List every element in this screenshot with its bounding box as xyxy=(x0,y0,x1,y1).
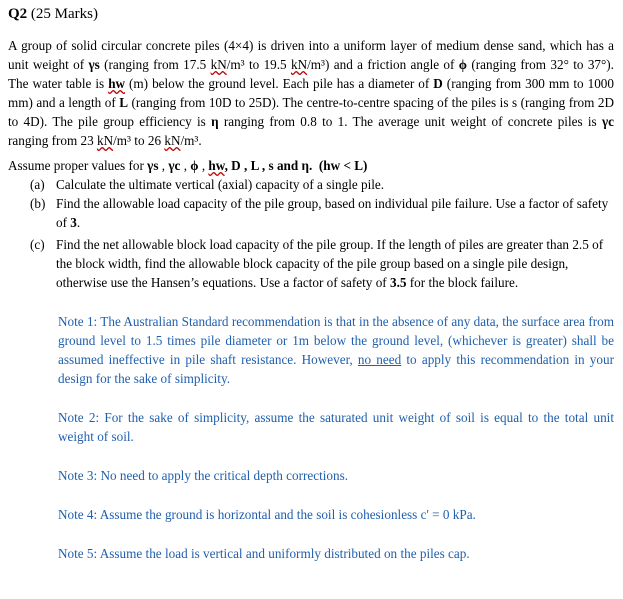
assume-condition: (hw < L) xyxy=(318,158,368,173)
question-number: Q2 xyxy=(8,6,28,22)
unit-kn: kN xyxy=(164,133,181,148)
assume-variables: , D , L , s and η. xyxy=(224,158,313,173)
note-text: Note 1: The Australian Standard recommendation is that in the absence of any data, the surface area from ground level to 1.5 times pile diameter or 1m below the ground level, (whichever is greater) shall be assumed ineffective in pile shaft resistance. However, xyxy=(58,314,614,367)
separator: , xyxy=(198,158,209,173)
task-label: (b) xyxy=(30,196,46,211)
d-symbol: D xyxy=(433,76,443,91)
note-2: Note 2: For the sake of simplicity, assume the saturated unit weight of soil is equal to the total unit weight of soil. xyxy=(58,410,614,444)
eta-symbol: η xyxy=(211,114,219,129)
unit-kn: kN xyxy=(97,133,114,148)
intro-text: (ranging from 17.5 xyxy=(99,57,211,72)
note-4: Note 4: Assume the ground is horizontal and the soil is cohesionless c' = 0 kPa. xyxy=(58,507,476,522)
assume-text: Assume proper values for xyxy=(8,158,148,173)
note-5: Note 5: Assume the load is vertical and uniformly distributed on the piles cap. xyxy=(58,546,470,561)
task-text: for the block failure. xyxy=(406,275,519,290)
intro-text: (ranging from 300 mm to 1000 mm) and a length of xyxy=(8,76,614,110)
task-label: (c) xyxy=(30,237,45,252)
intro-text: /m³. xyxy=(180,133,202,148)
intro-text: A group of solid circular concrete piles (4×4) is driven into a uniform layer of medium dense sand, which has a unit weight of xyxy=(8,38,614,72)
task-text: . xyxy=(76,215,81,230)
separator: , xyxy=(180,158,191,173)
intro-text: ranging from 0.8 to 1. The average unit weight of concrete piles is xyxy=(218,114,602,129)
intro-text: (ranging from 10D to 25D). The centre-to-centre spacing of the piles is s (ranging from 2D to 4D). The pile group efficiency is xyxy=(8,95,615,129)
separator: , xyxy=(158,158,169,173)
task-item-c xyxy=(30,235,614,292)
note-3: Note 3: No need to apply the critical depth corrections. xyxy=(58,468,349,483)
l-symbol: L xyxy=(119,95,129,110)
task-item-a xyxy=(30,175,614,194)
unit-kn: kN xyxy=(291,57,308,72)
task-text: Find the net allowable block load capacity of the pile group. If the length of piles are greater than 2.5 of the block width, find the allowable block capacity of the pile group based on a single pile design, otherwise use the Hansen’s equations. Use a factor of safety of xyxy=(56,237,604,290)
question-title xyxy=(8,4,614,24)
intro-text: (m) below the ground level. Each pile has a diameter of xyxy=(125,76,434,91)
gamma-c-symbol: γc xyxy=(168,158,181,173)
gamma-c-symbol: γc xyxy=(601,114,614,129)
factor-of-safety: 3 xyxy=(70,215,77,230)
intro-text: /m³) and a friction angle of xyxy=(307,57,459,72)
hw-symbol: hw xyxy=(208,158,225,173)
problem-statement xyxy=(8,36,614,150)
intro-text: ranging from 23 xyxy=(8,133,97,148)
assume-line xyxy=(8,156,614,175)
note-1 xyxy=(58,312,614,388)
task-label: (a) xyxy=(30,177,45,192)
task-list xyxy=(30,175,614,292)
factor-of-safety: 3.5 xyxy=(389,275,407,290)
intro-text: /m³ to 19.5 xyxy=(226,57,291,72)
task-text: Find the allowable load capacity of the pile group, based on individual pile failure. Use a factor of safety of xyxy=(56,196,609,230)
phi-symbol: ϕ xyxy=(458,57,468,72)
task-text: Calculate the ultimate vertical (axial) capacity of a single pile. xyxy=(56,177,385,192)
intro-text: /m³ to 26 xyxy=(113,133,165,148)
gamma-s-symbol: γs xyxy=(147,158,159,173)
intro-text: (ranging from 32° to 37°). The water table is xyxy=(8,57,614,91)
question-marks: (25 Marks) xyxy=(30,6,98,22)
unit-kn: kN xyxy=(210,57,227,72)
hw-symbol: hw xyxy=(108,76,126,91)
phi-symbol: ϕ xyxy=(190,158,199,173)
note-text: to apply this recommendation in your design for the sake of simplicity. xyxy=(58,352,614,386)
notes-section xyxy=(58,312,614,563)
note-emphasis: no need xyxy=(357,352,402,367)
question-page xyxy=(8,4,614,583)
task-item-b xyxy=(30,194,614,232)
gamma-s-symbol: γs xyxy=(88,57,100,72)
